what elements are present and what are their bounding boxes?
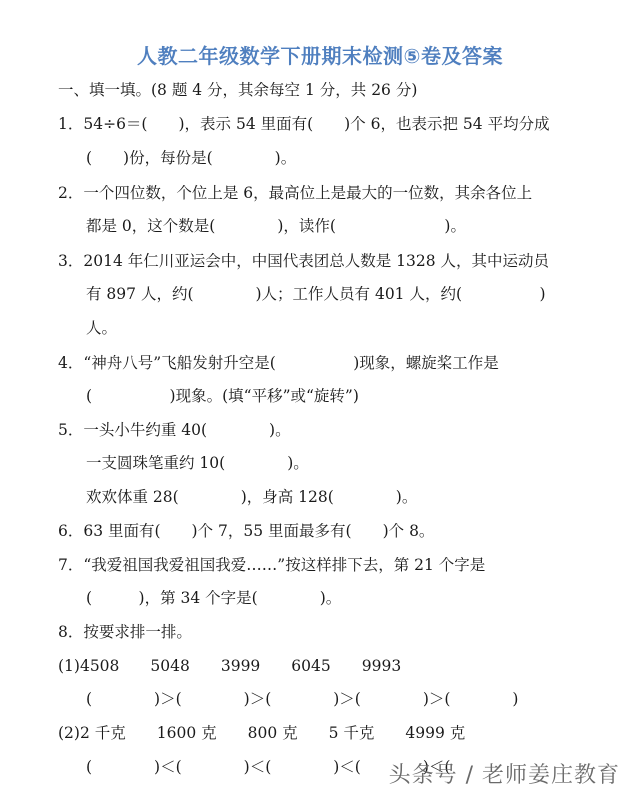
q8-heading: 8．按要求排一排。 (58, 623, 192, 641)
watermark: 头条号 / 老师姜庄教育 (388, 763, 620, 788)
q2-line-1: 2．一个四位数，个位上是 6，最高位上是最大的一位数，其余各位上 (58, 184, 533, 202)
document-title: 人教二年级数学下册期末检测⑤卷及答案 (137, 44, 503, 68)
q7-line-2: ( )，第 34 个字是( )。 (86, 589, 342, 607)
q8-part2-values: (2)2 千克 1600 克 800 克 5 千克 4999 克 (58, 724, 466, 742)
q3-line-3: 人。 (86, 319, 118, 337)
q3-line-1: 3．2014 年仁川亚运会中，中国代表团总人数是 1328 人，其中运动员 (58, 252, 550, 270)
q2-line-2: 都是 0，这个数是( )，读作( )。 (86, 217, 466, 235)
q5-line-1: 5．一头小牛约重 40( )。 (58, 421, 291, 439)
q8-part1-blanks: ( )＞( )＞( )＞( )＞( ) (86, 690, 519, 708)
q4-line-1: 4．“神舟八号”飞船发射升空是( )现象，螺旋桨工作是 (58, 354, 499, 372)
q4-line-2: ( )现象。(填“平移”或“旋转”) (86, 387, 359, 405)
q5-line-3: 欢欢体重 28( )，身高 128( )。 (86, 488, 418, 506)
q8-part2-blanks: ( )＜( )＜( )＜( )＜( (86, 758, 451, 776)
q3-line-2: 有 897 人，约( )人；工作人员有 401 人，约( ) (86, 285, 546, 303)
q1-line-1: 1．54÷6＝( )，表示 54 里面有( )个 6，也表示把 54 平均分成 (58, 115, 550, 133)
section-heading: 一、填一填。(8 题 4 分，其余每空 1 分，共 26 分) (58, 81, 418, 99)
q8-part1-values: (1)4508 5048 3999 6045 9993 (58, 657, 402, 675)
q6-line: 6．63 里面有( )个 7，55 里面最多有( )个 8。 (58, 522, 435, 540)
q1-line-2: ( )份，每份是( )。 (86, 149, 297, 167)
q7-line-1: 7．“我爱祖国我爱祖国我爱……”按这样排下去，第 21 个字是 (58, 556, 486, 574)
q5-line-2: 一支圆珠笔重约 10( )。 (86, 454, 309, 472)
